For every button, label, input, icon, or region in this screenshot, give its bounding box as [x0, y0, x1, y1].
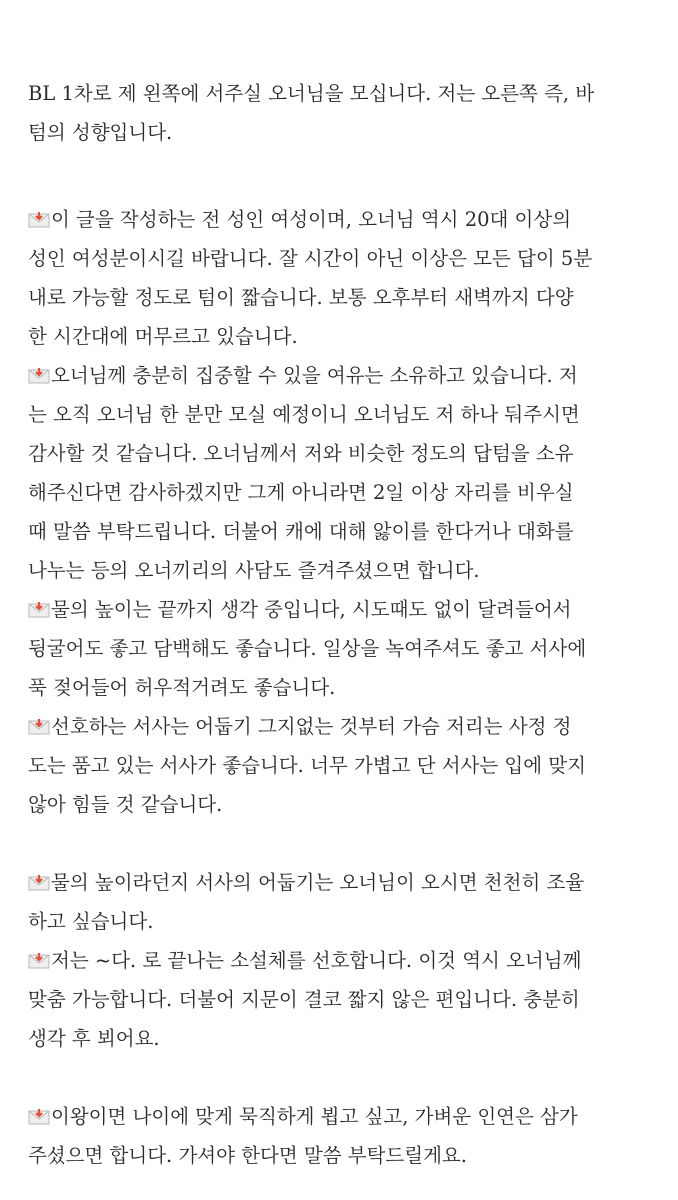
- paragraph-2-line-1-text: 오너님께 충분히 집중할 수 있을 여유는 소유하고 있습니다. 저: [51, 364, 578, 387]
- paragraph-6: [28, 941, 668, 1058]
- paragraph-6-line-2: 맞춤 가능합니다. 더불어 지문이 결코 짧지 않은 편입니다. 충분히: [28, 988, 580, 1011]
- paragraph-4-line-3: 않아 힘들 것 같습니다.: [28, 793, 223, 816]
- envelope-icon: [28, 212, 50, 228]
- paragraph-6-line-1-text: 저는 ~다. 로 끝나는 소설체를 선호합니다. 이것 역시 오너님께: [51, 949, 582, 972]
- paragraph-3: [28, 590, 668, 707]
- paragraph-4-line-1-text: 선호하는 서사는 어둡기 그지없는 것부터 가슴 저리는 사정 정: [51, 715, 572, 738]
- paragraph-6-line-3: 생각 후 뵈어요.: [28, 1027, 160, 1050]
- intro-line-1: BL 1차로 제 왼쪽에 서주실 오너님을 모십니다. 저는 오른쪽 즉, 바: [28, 82, 595, 105]
- paragraph-7-line-1-text: 이왕이면 나이에 맞게 묵직하게 뵙고 싶고, 가벼운 인연은 삼가: [51, 1105, 578, 1128]
- paragraph-3-line-3: 푹 젖어들어 허우적거려도 좋습니다.: [28, 676, 336, 699]
- envelope-icon: [28, 719, 50, 735]
- paragraph-2-line-6: 나누는 등의 오너끼리의 사담도 즐겨주셨으면 합니다.: [28, 559, 480, 582]
- paragraph-2: [28, 356, 668, 590]
- paragraph-5-line-2: 하고 싶습니다.: [28, 910, 154, 933]
- envelope-icon: [28, 368, 50, 384]
- paragraph-1: [28, 200, 668, 356]
- intro-text: [28, 74, 668, 152]
- envelope-icon: [28, 875, 50, 891]
- paragraph-7: [28, 1097, 668, 1175]
- paragraph-1-line-3: 내로 가능할 정도로 텀이 짧습니다. 보통 오후부터 새벽까지 다양: [28, 286, 574, 309]
- paragraph-5-line-1: [28, 863, 668, 902]
- intro-line-2: 텀의 성향입니다.: [28, 121, 173, 144]
- envelope-icon: [28, 1109, 50, 1125]
- envelope-icon: [28, 602, 50, 618]
- paragraph-1-line-1-text: 이 글을 작성하는 전 성인 여성이며, 오너님 역시 20대 이상의: [51, 208, 572, 231]
- paragraph-1-line-4: 한 시간대에 머무르고 있습니다.: [28, 325, 298, 348]
- paragraph-7-line-1: [28, 1097, 668, 1136]
- paragraph-5-line-1-text: 물의 높이라던지 서사의 어둡기는 오너님이 오시면 천천히 조율: [51, 871, 585, 894]
- paragraph-2-line-1: [28, 356, 668, 395]
- paragraph-1-line-2: 성인 여성분이시길 바랍니다. 잘 시간이 아닌 이상은 모든 답이 5분: [28, 247, 593, 270]
- paragraph-3-line-1: [28, 590, 668, 629]
- envelope-icon: [28, 953, 50, 969]
- paragraph-7-line-2: 주셨으면 합니다. 가셔야 한다면 말씀 부탁드릴게요.: [28, 1144, 467, 1167]
- paragraph-4-line-2: 도는 품고 있는 서사가 좋습니다. 너무 가볍고 단 서사는 입에 맞지: [28, 754, 586, 777]
- paragraph-1-line-1: [28, 200, 668, 239]
- paragraph-2-line-4: 해주신다면 감사하겠지만 그게 아니라면 2일 이상 자리를 비우실: [28, 481, 574, 504]
- paragraph-3-line-2: 뒹굴어도 좋고 담백해도 좋습니다. 일상을 녹여주셔도 좋고 서사에: [28, 637, 587, 660]
- paragraph-3-line-1-text: 물의 높이는 끝까지 생각 중입니다, 시도때도 없이 달려들어서: [51, 598, 572, 621]
- paragraph-2-line-3: 감사할 것 같습니다. 오너님께서 저와 비슷한 정도의 답텀을 소유: [28, 442, 574, 465]
- paragraph-6-line-1: [28, 941, 668, 980]
- paragraph-2-line-5: 때 말씀 부탁드립니다. 더불어 캐에 대해 앓이를 한다거나 대화를: [28, 520, 574, 543]
- paragraph-4-line-1: [28, 707, 668, 746]
- paragraph-5: [28, 863, 668, 941]
- paragraph-4: [28, 707, 668, 824]
- paragraph-2-line-2: 는 오직 오너님 한 분만 모실 예정이니 오너님도 저 하나 둬주시면: [28, 403, 580, 426]
